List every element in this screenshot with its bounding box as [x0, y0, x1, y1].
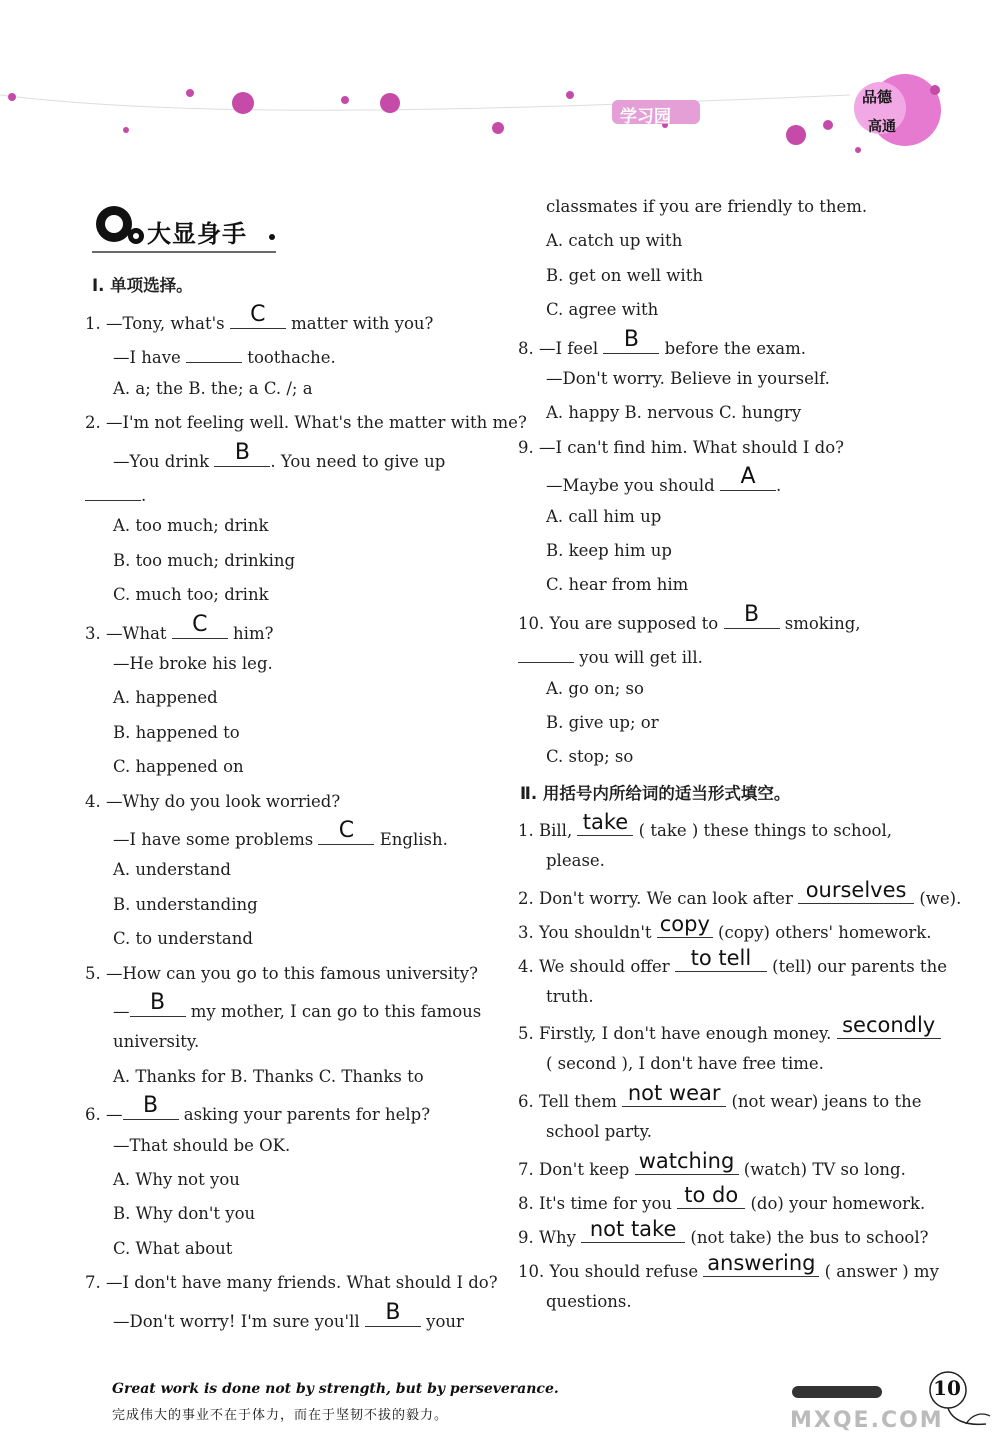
answer-blank[interactable]: [703, 1250, 819, 1277]
question-line: [518, 810, 892, 841]
line-text: 5. —How can you go to this famous university?: [85, 963, 478, 983]
line-text: 1. Bill,: [518, 821, 578, 840]
question-line: [85, 302, 434, 334]
question-line: [113, 585, 269, 605]
line-text: A. call him up: [546, 506, 662, 526]
line-text-after: (do) your homework.: [745, 1193, 926, 1213]
line-text: 6. —: [85, 1105, 123, 1125]
question-line: [546, 747, 633, 767]
question-line: [113, 757, 244, 777]
line-text: 8. —I feel: [518, 338, 604, 358]
question-line: [85, 964, 478, 984]
line-text: —Don't worry! I'm sure you'll: [113, 1311, 365, 1331]
line-text: B. Why don't you: [113, 1204, 256, 1224]
question-line: [113, 1239, 232, 1259]
handwritten-answer: B: [149, 990, 166, 1015]
answer-blank[interactable]: [577, 810, 633, 836]
question-line: [546, 300, 658, 320]
line-text: —I have: [113, 348, 187, 368]
line-text-after: English.: [374, 830, 448, 849]
line-text: 3. —What: [85, 623, 172, 643]
question-line: [113, 344, 336, 368]
question-line: [546, 1292, 632, 1312]
line-text-after: (tell) our parents the: [766, 956, 947, 976]
line-text: 6. Tell them: [518, 1092, 623, 1112]
badge-top: 品德: [862, 88, 893, 106]
question-line: [546, 403, 801, 423]
handwritten-answer: C: [250, 302, 266, 327]
line-text: —Don't worry. Believe in yourself.: [546, 369, 830, 388]
footer-quote-en: Great work is done not by strength, but by perseverance.: [112, 1381, 559, 1397]
question-line: [518, 601, 861, 634]
line-text-after: matter with you?: [285, 314, 434, 333]
question-line: [113, 1204, 255, 1224]
line-text: C. agree with: [546, 300, 659, 320]
line-text-after: . You need to give up: [270, 451, 446, 471]
line-text-after: ( take ) these things to school,: [633, 821, 892, 840]
badge-bottom: 高通: [868, 119, 896, 135]
answer-blank[interactable]: [724, 601, 780, 629]
question-line: [113, 1136, 290, 1156]
question-line: [113, 654, 273, 674]
handwritten-answer: secondly: [842, 1013, 936, 1038]
line-text: questions.: [546, 1291, 632, 1311]
line-text-after: ( answer ) my: [819, 1261, 939, 1281]
question-line: [518, 326, 806, 359]
line-text-after: smoking,: [779, 613, 861, 633]
question-line: [113, 551, 295, 571]
line-text: A. Why not you: [113, 1170, 240, 1189]
handwritten-answer: B: [385, 1299, 401, 1325]
line-text: A. happy B. nervous C. hungry: [546, 403, 802, 423]
line-text: 9. Why: [518, 1227, 582, 1247]
question-line: [518, 1013, 941, 1044]
line-text: university.: [113, 1032, 200, 1052]
question-line: [546, 507, 661, 527]
question-line: [546, 369, 830, 389]
line-text: B. too much; drinking: [113, 550, 296, 570]
question-line: [546, 1122, 652, 1142]
line-text-after: before the exam.: [659, 338, 806, 358]
question-line: [546, 987, 594, 1007]
line-text: A. a; the B. the; a C. /; a: [113, 378, 313, 398]
line-text: C. hear from him: [546, 575, 689, 595]
answer-blank[interactable]: [130, 990, 186, 1017]
handwritten-answer: B: [142, 1093, 159, 1119]
question-line: [546, 1054, 824, 1074]
question-line: [85, 1273, 498, 1293]
handwritten-answer: take: [582, 810, 629, 834]
question-line: [113, 860, 231, 880]
handwritten-answer: not wear: [627, 1081, 721, 1106]
question-line: [546, 197, 867, 217]
header-decoration: [0, 0, 1000, 175]
line-text: C. What about: [113, 1238, 233, 1258]
line-text: ( second ), I don't have free time.: [546, 1054, 824, 1074]
question-line: [113, 818, 448, 850]
line-text-after: (not wear) jeans to the: [726, 1092, 922, 1112]
question-line: [546, 464, 782, 496]
line-text: —I have some problems: [113, 830, 319, 849]
line-text-after: (we).: [914, 888, 962, 908]
question-line: [518, 1081, 922, 1112]
line-text: C. much too; drink: [113, 585, 269, 605]
answer-blank[interactable]: [675, 945, 767, 972]
question-line: [113, 990, 482, 1022]
question-line: [113, 1067, 424, 1087]
question-line: [113, 516, 268, 536]
line-text: C. happened on: [113, 757, 244, 777]
answer-blank[interactable]: [603, 326, 659, 354]
line-text: 4. We should offer: [518, 956, 675, 976]
line-text: 1. —Tony, what's: [85, 314, 230, 333]
line-text: 2. Don't worry. We can look after: [518, 888, 799, 908]
line-text: A. too much; drink: [113, 516, 269, 536]
line-text: B. give up; or: [546, 713, 659, 732]
line-text: A. catch up with: [546, 231, 683, 251]
handwritten-answer: to tell: [690, 945, 752, 970]
answer-blank[interactable]: [635, 1149, 739, 1175]
line-text: 10. You should refuse: [518, 1261, 704, 1281]
footer-quote-cn: 完成伟大的事业不在于体力，而在于坚韧不拔的毅力。: [112, 1408, 449, 1423]
question-line: [518, 438, 844, 458]
line-text-after: my mother, I can go to this famous: [185, 1002, 482, 1021]
question-line: [113, 688, 218, 708]
handwritten-answer: not take: [589, 1216, 677, 1241]
question-line: [113, 439, 446, 472]
question-line: [518, 945, 947, 977]
line-text: 2. —I'm not feeling well. What's the matter with me?: [85, 413, 527, 433]
question-line: [546, 575, 688, 595]
question-line: [546, 231, 682, 251]
handwritten-answer: A: [740, 464, 756, 490]
line-text: —: [113, 1002, 130, 1021]
line-text: 4. —Why do you look worried?: [85, 791, 341, 811]
question-line: [546, 713, 659, 733]
page-number: 10: [933, 1376, 961, 1400]
line-text-after: (watch) TV so long.: [738, 1160, 906, 1179]
answer-blank[interactable]: [518, 644, 574, 663]
question-line: [113, 379, 313, 399]
line-text: 9. —I can't find him. What should I do?: [518, 437, 844, 457]
question-line: [546, 541, 672, 561]
line-text: B. happened to: [113, 722, 240, 742]
question-line: [546, 851, 605, 871]
handwritten-answer: B: [234, 439, 250, 465]
line-text-after: .: [141, 486, 147, 505]
question-line: [518, 644, 703, 668]
question-line: [546, 266, 703, 286]
answer-blank[interactable]: [798, 877, 914, 904]
answer-blank[interactable]: [622, 1081, 726, 1107]
line-text-after: toothache.: [242, 348, 336, 368]
line-text-after: your: [420, 1311, 464, 1331]
line-text-after: (not take) the bus to school?: [685, 1227, 929, 1247]
section-title: 大显身手: [147, 220, 247, 248]
line-text: A. go on; so: [546, 678, 644, 698]
answer-blank[interactable]: [123, 1093, 179, 1120]
handwritten-answer: C: [192, 611, 208, 637]
answer-blank[interactable]: [230, 302, 286, 329]
handwritten-answer: B: [743, 601, 760, 627]
question-line: [113, 1032, 199, 1052]
question-line: [518, 1250, 939, 1282]
question-line: [518, 1216, 929, 1248]
line-text: 10. You are supposed to: [518, 613, 724, 633]
line-text: 7. Don't keep: [518, 1160, 635, 1179]
handwritten-answer: to do: [684, 1182, 739, 1207]
handwritten-answer: B: [623, 326, 639, 352]
handwritten-answer: answering: [707, 1250, 816, 1275]
question-line: [113, 1170, 240, 1190]
line-text-after: .: [776, 476, 782, 496]
line-text: 8. It's time for you: [518, 1193, 678, 1213]
handwritten-answer: watching: [638, 1149, 735, 1173]
line-text-after: asking your parents for help?: [178, 1105, 431, 1125]
question-line: [518, 877, 962, 909]
line-text: B. get on well with: [546, 265, 703, 285]
question-line: [518, 1149, 906, 1180]
line-text: A. happened: [113, 688, 218, 708]
line-text: A. understand: [113, 860, 231, 880]
question-line: [85, 413, 527, 433]
line-text: —You drink: [113, 451, 215, 471]
line-text: 7. —I don't have many friends. What should I do?: [85, 1273, 498, 1293]
answer-blank[interactable]: [677, 1182, 745, 1209]
question-line: [85, 611, 274, 644]
answer-blank[interactable]: [720, 464, 776, 491]
line-text-after: him?: [227, 623, 274, 643]
line-text: A. Thanks for B. Thanks C. Thanks to: [113, 1066, 424, 1086]
answer-blank[interactable]: [318, 818, 374, 845]
footer-ornament: [790, 1380, 890, 1404]
question-line: [113, 723, 240, 743]
banner-text: 学习园: [620, 107, 671, 127]
answer-blank[interactable]: [85, 482, 141, 501]
section-title-box: [92, 200, 278, 256]
answer-blank[interactable]: [365, 1299, 421, 1327]
answer-blank[interactable]: [837, 1013, 941, 1039]
answer-blank[interactable]: [214, 439, 270, 467]
line-text: C. stop; so: [546, 747, 634, 767]
question-line: [113, 1299, 464, 1332]
line-text: —He broke his leg.: [113, 654, 273, 673]
answer-blank[interactable]: [581, 1216, 685, 1243]
handwritten-answer: ourselves: [805, 877, 907, 902]
line-text: C. to understand: [113, 929, 253, 949]
answer-blank[interactable]: [186, 344, 242, 363]
line-text: B. understanding: [113, 894, 258, 914]
line-text: 3. You shouldn't: [518, 922, 657, 942]
line-text: 5. Firstly, I don't have enough money.: [518, 1024, 837, 1044]
line-text: B. keep him up: [546, 541, 672, 560]
line-text-after: you will get ill.: [574, 648, 703, 668]
handwritten-answer: C: [338, 818, 355, 843]
line-text: —That should be OK.: [113, 1135, 291, 1155]
line-text-after: (copy) others' homework.: [712, 922, 932, 942]
line-text: classmates if you are friendly to them.: [546, 197, 868, 216]
question-line: [546, 679, 644, 699]
answer-blank[interactable]: [657, 911, 713, 938]
question-line: [518, 1182, 926, 1214]
part2-heading: Ⅱ. 用括号内所给词的适当形式填空。: [520, 784, 791, 803]
line-text: truth.: [546, 986, 594, 1006]
handwritten-answer: copy: [659, 911, 710, 936]
question-line: [85, 482, 146, 506]
question-line: [113, 895, 258, 915]
question-line: [518, 911, 932, 943]
question-line: [85, 792, 340, 812]
line-text: —Maybe you should: [546, 476, 720, 496]
question-line: [113, 929, 253, 949]
watermark: MXQE.COM: [790, 1408, 944, 1433]
line-text: please.: [546, 850, 605, 870]
part1-heading: Ⅰ. 单项选择。: [92, 276, 193, 295]
question-line: [85, 1093, 431, 1125]
answer-blank[interactable]: [172, 611, 228, 639]
line-text: school party.: [546, 1122, 653, 1142]
